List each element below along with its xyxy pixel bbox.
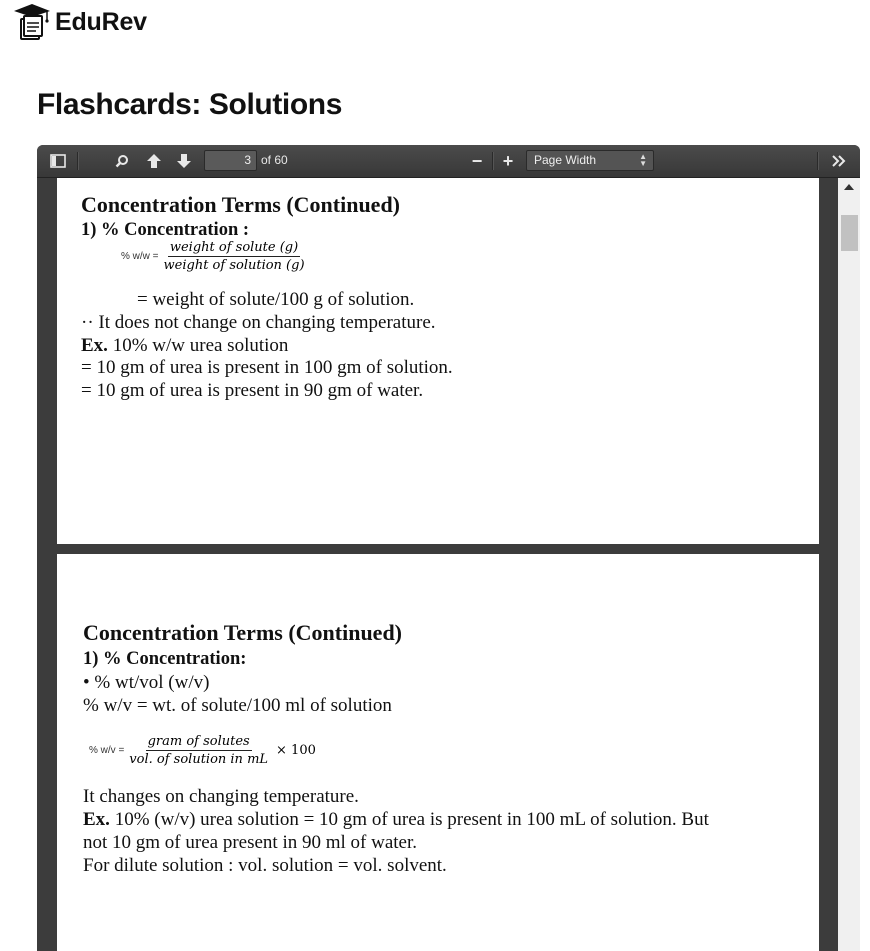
formula-label: % w/w = (121, 251, 159, 262)
fraction-numerator: weight of solute (g) (169, 240, 299, 255)
formula-label: % w/v = (89, 745, 125, 756)
zoom-out-button[interactable]: − (471, 150, 483, 171)
page-subheading: 1) % Concentration : (81, 220, 250, 240)
document-area[interactable] (37, 178, 860, 951)
page-subheading: 1) % Concentration: (83, 649, 247, 669)
text-line: = weight of solute/100 g of solution. (137, 289, 415, 310)
page-number-input[interactable]: 3 (204, 150, 257, 171)
arrow-down-icon (176, 153, 192, 169)
toolbar-separator (817, 152, 818, 170)
formula-multiplier: × 100 (276, 743, 316, 758)
edurev-logo[interactable] (12, 2, 147, 42)
example-label: Ex. (81, 335, 108, 356)
text-line: It changes on changing temperature. (83, 786, 359, 807)
sidebar-toggle-button[interactable] (47, 150, 69, 172)
scroll-up-arrow-icon[interactable] (844, 184, 854, 190)
pdf-page (57, 554, 819, 951)
vertical-scrollbar[interactable] (838, 178, 860, 951)
fraction-denominator: vol. of solution in mL (129, 752, 269, 767)
viewer-toolbar (37, 145, 860, 178)
pdf-viewer (37, 145, 860, 951)
zoom-in-button[interactable]: + (502, 150, 514, 171)
previous-page-button[interactable] (143, 150, 165, 172)
text-line: = 10 gm of urea is present in 100 gm of solution. (81, 357, 453, 378)
brand-name: EduRev (55, 7, 147, 36)
graduation-cap-logo-icon (12, 2, 52, 42)
fraction (162, 240, 307, 273)
bullet-item: • % wt/vol (w/v) (83, 672, 210, 693)
double-chevron-right-icon (831, 154, 847, 168)
page-count-label: of 60 (261, 153, 288, 167)
tools-button[interactable] (827, 150, 851, 172)
example-text: 10% w/w urea solution (112, 335, 289, 356)
example-line (81, 334, 288, 357)
pdf-page (57, 178, 819, 544)
search-button[interactable] (111, 150, 133, 172)
scrollbar-thumb[interactable] (841, 215, 858, 251)
text-line: ·· It does not change on changing temperature. (81, 312, 436, 333)
text-line: = 10 gm of urea is present in 90 gm of water. (81, 380, 424, 401)
next-page-button[interactable] (173, 150, 195, 172)
page-heading: Concentration Terms (Continued) (81, 192, 401, 217)
select-arrows-icon: ▲ ▼ (639, 152, 647, 168)
example-line (83, 808, 709, 831)
formula-w-v (89, 734, 316, 767)
text-line: not 10 gm of urea present in 90 ml of water. (83, 832, 418, 853)
arrow-up-icon (146, 153, 162, 169)
page-title: Flashcards: Solutions (37, 88, 342, 121)
fraction (127, 734, 270, 767)
page-heading: Concentration Terms (Continued) (83, 620, 403, 645)
example-label: Ex. (83, 809, 110, 830)
zoom-select[interactable] (526, 150, 654, 171)
formula-w-w (121, 240, 307, 273)
sidebar-toggle-icon (50, 154, 66, 168)
toolbar-separator (492, 152, 493, 170)
text-line: % w/v = wt. of solute/100 ml of solution (83, 695, 392, 716)
fraction-numerator: gram of solutes (147, 734, 250, 749)
fraction-denominator: weight of solution (g) (163, 258, 305, 273)
zoom-select-value: Page Width (534, 153, 597, 167)
example-text: 10% (w/v) urea solution = 10 gm of urea is present in 100 mL of solution. But (114, 809, 709, 830)
search-icon (115, 154, 129, 168)
toolbar-separator (77, 152, 78, 170)
text-line: For dilute solution : vol. solution = vol. solvent. (83, 855, 447, 876)
